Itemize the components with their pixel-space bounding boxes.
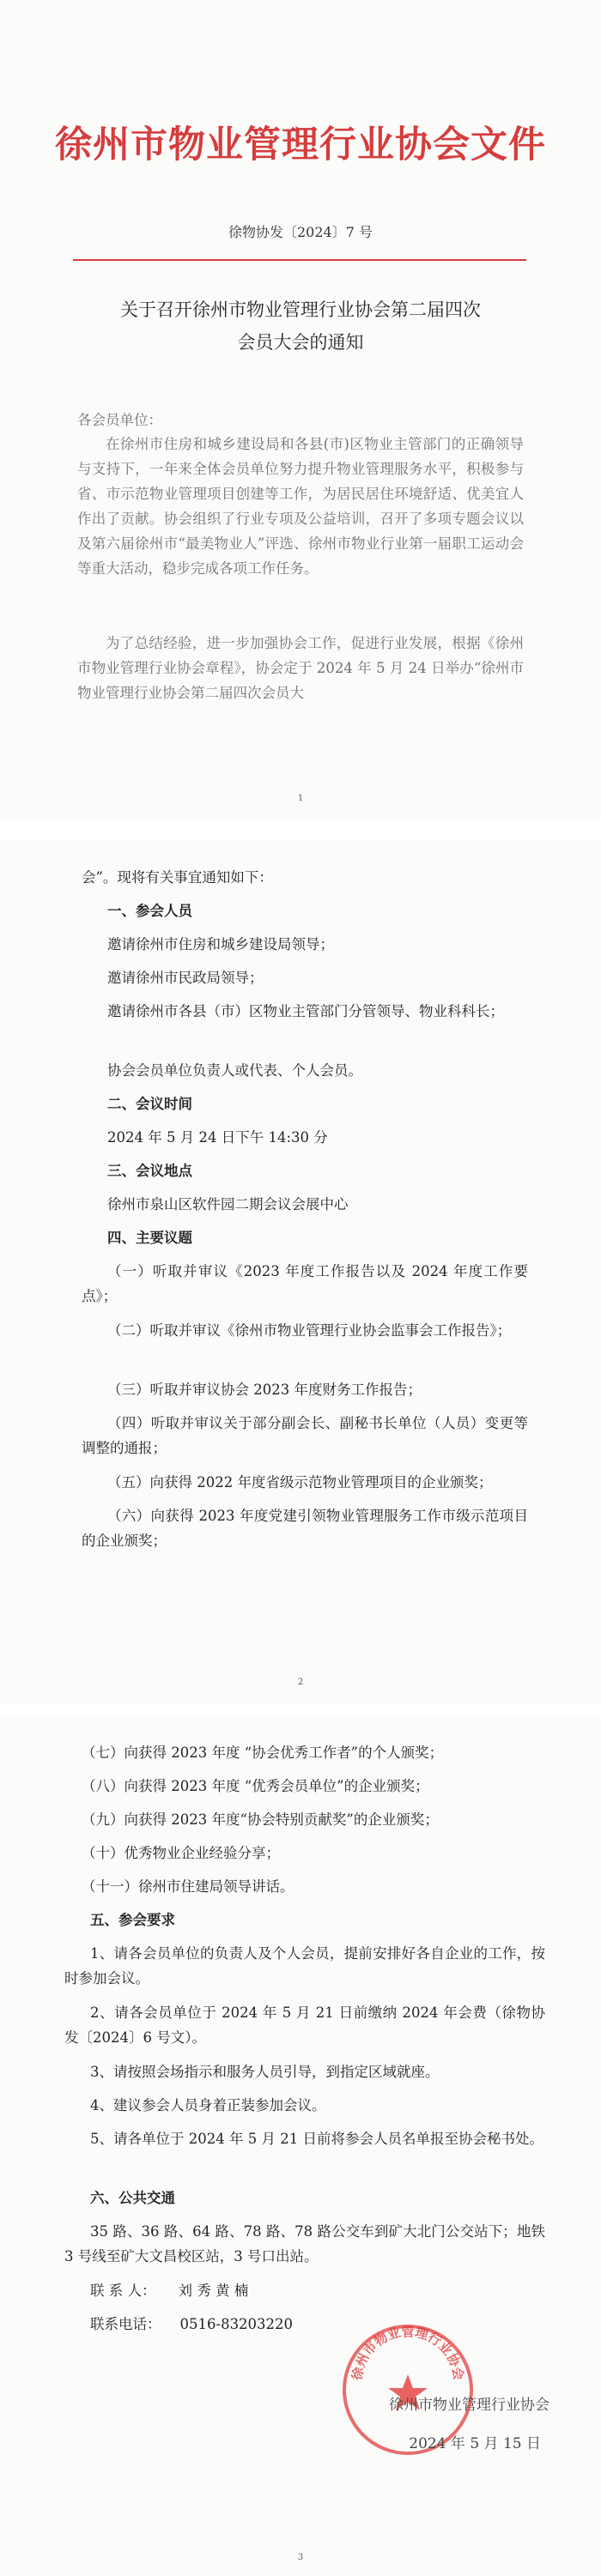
meeting-location: 徐州市泉山区软件园二期会议会展中心 — [107, 1196, 349, 1212]
section-heading-location: 三、会议地点 — [107, 1163, 192, 1179]
section-heading-requirements: 五、参会要求 — [90, 1912, 175, 1928]
contact-line — [90, 2278, 545, 2303]
meeting-time: 2024 年 5 月 24 日下午 14:30 分 — [107, 1129, 328, 1146]
agenda-item-1: （一）听取并审议《2023 年度工作报告以及 2024 年度工作要点》； — [82, 1263, 528, 1304]
title-line-1: 关于召开徐州市物业管理行业协会第二届四次 — [120, 299, 481, 320]
seal-text: 徐州市物业管理行业协会 — [349, 2324, 467, 2382]
agenda-item-8: （八）向获得 2023 年度 “优秀会员单位”的企业颁奖； — [82, 1778, 429, 1794]
transport-info: 35 路、36 路、64 路、78 路、78 路公交车到矿大北门公交站下；地铁 3 号线至矿大文昌校区站，3 号口出站。 — [64, 2223, 545, 2265]
requirement-2: 2、请各会员单位于 2024 年 5 月 21 日前缴纳 2024 年会费（徐物协发〔2024〕6 号文）。 — [64, 2005, 545, 2046]
attendee-line-4: 协会会员单位负责人或代表、个人会员。 — [107, 1062, 362, 1079]
agenda-item-7: （七）向获得 2023 年度 “协会优秀工作者”的个人颁奖； — [82, 1745, 444, 1761]
page-number-3: 3 — [297, 2553, 304, 2562]
attendee-line-2: 邀请徐州市民政局领导； — [107, 970, 264, 986]
document-title — [86, 293, 515, 359]
svg-text:徐州市物业管理行业协会 — [349, 2324, 467, 2381]
contact-label: 联 系 人： — [90, 2283, 156, 2299]
section-heading-transport: 六、公共交通 — [90, 2190, 175, 2206]
requirement-5: 5、请各单位于 2024 年 5 月 21 日前将参会人员名单报至协会秘书处。 — [90, 2131, 543, 2147]
agenda-item-2: （二）听取并审议《徐州市物业管理行业协会监事会工作报告》； — [107, 1322, 512, 1339]
title-line-2: 会员大会的通知 — [237, 332, 364, 353]
phone-line — [90, 2312, 545, 2337]
salutation: 各会员单位： — [77, 412, 162, 428]
continuation-text: 会”。现将有关事宜通知如下： — [82, 869, 273, 886]
contact-names: 刘 秀 黄 楠 — [178, 2283, 249, 2299]
header-divider-line — [73, 259, 526, 261]
agenda-item-5: （五）向获得 2022 年度省级示范物业管理项目的企业颁奖； — [107, 1474, 493, 1491]
signatory-organization: 徐州市物业管理行业协会 — [389, 2397, 549, 2414]
agenda-item-9: （九）向获得 2023 年度“协会特别贡献奖”的企业颁奖； — [82, 1811, 439, 1828]
phone-label: 联系电话： — [90, 2316, 161, 2332]
agenda-item-4: （四）听取并审议关于部分副会长、副秘书长单位（人员）变更等调整的通报； — [82, 1415, 528, 1456]
section-heading-agenda: 四、主要议题 — [107, 1230, 192, 1246]
requirement-4: 4、建议参会人员身着正装参加会议。 — [90, 2097, 326, 2113]
agenda-item-11: （十一）徐州市住建局领导讲话。 — [82, 1878, 294, 1895]
section-heading-attendees: 一、参会人员 — [107, 903, 192, 919]
agenda-item-6: （六）向获得 2023 年度党建引领物业管理服务工作市级示范项目的企业颁奖； — [82, 1508, 528, 1549]
intro-paragraph: 在徐州市住房和城乡建设局和各县(市)区物业主管部门的正确领导与支持下，一年来全体会员单位努力提升物业管理服务水平，积极参与省、市示范物业管理项目创建等工作，为居民居住环境舒适、优美宜人作出了贡献。协会组织了行业专项及公益培训，召开了多项专题会议以及第六届徐州市“最美物业人”评选、徐州市物业行业第一届职工运动会等重大活动，稳步完成各项工作任务。 — [77, 436, 524, 577]
attendee-line-1: 邀请徐州市住房和城乡建设局领导； — [107, 936, 334, 952]
agenda-item-3: （三）听取并审议协会 2023 年度财务工作报告； — [107, 1382, 422, 1398]
issue-date: 2024 年 5 月 15 日 — [409, 2435, 541, 2452]
agenda-item-10: （十）优秀物业企业经验分享； — [82, 1845, 280, 1861]
attendee-line-3: 邀请徐州市各县（市）区物业主管部门分管领导、物业科科长； — [107, 1003, 504, 1019]
page-number-1: 1 — [297, 794, 304, 803]
document-number: 徐物协发〔2024〕7 号 — [228, 224, 373, 240]
document-red-header: 徐州市物业管理行业协会文件 — [55, 124, 546, 166]
purpose-paragraph: 为了总结经验，进一步加强协会工作，促进行业发展，根据《徐州市物业管理行业协会章程》，协会定于 2024 年 5 月 24 日举办“徐州市物业管理行业协会第二届四次会员大 — [77, 635, 524, 701]
phone-number: 0516-83203220 — [179, 2316, 294, 2332]
requirement-1: 1、请各会员单位的负责人及个人会员，提前安排好各自企业的工作，按时参加会议。 — [64, 1945, 545, 1986]
requirement-3: 3、请按照会场指示和服务人员引导，到指定区域就座。 — [90, 2064, 440, 2080]
page-number-2: 2 — [297, 1678, 304, 1687]
section-heading-time: 二、会议时间 — [107, 1096, 192, 1112]
